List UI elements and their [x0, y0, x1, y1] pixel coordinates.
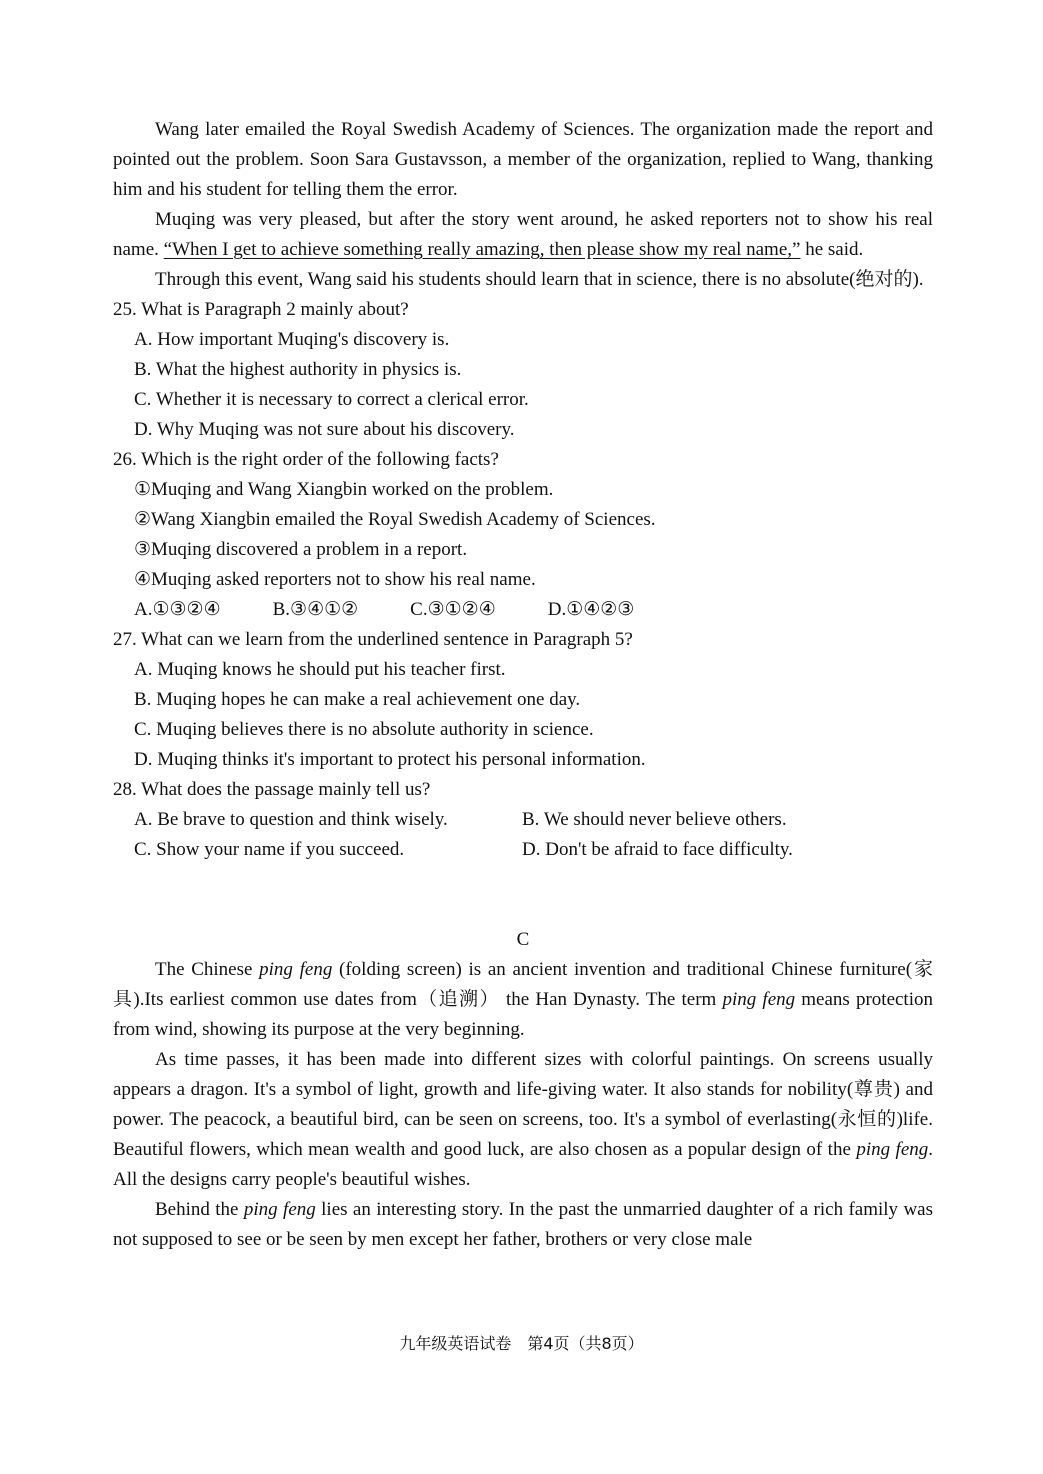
options-row: [113, 595, 933, 625]
italic-term: ping feng: [259, 959, 333, 980]
option-b: B. Muqing hopes he can make a real achievement one day.: [134, 689, 581, 710]
question-28: [113, 775, 933, 865]
options-grid: [113, 805, 933, 865]
fact-4: ④Muqing asked reporters not to show his real name.: [134, 569, 536, 590]
option-a: A. Be brave to question and think wisely.: [134, 809, 448, 830]
section-title: C: [516, 929, 530, 950]
option-b: B. What the highest authority in physics is.: [134, 359, 462, 380]
option-a: A. How important Muqing's discovery is.: [134, 329, 450, 350]
option-a: A.①③②④: [134, 599, 221, 620]
option-a: A. Muqing knows he should put his teacher first.: [134, 659, 506, 680]
text: lies an interesting story. In the past the unmarried daughter of a rich family was not supposed to see or be seen by men except her father, brothers or very close male: [113, 1199, 933, 1250]
passage-c-paragraph-2: [113, 1045, 933, 1195]
question-stem: 25. What is Paragraph 2 mainly about?: [113, 299, 409, 320]
option-d: D. Why Muqing was not sure about his discovery.: [134, 419, 515, 440]
fact-3: ③Muqing discovered a problem in a report.: [134, 539, 468, 560]
passage-c-paragraph-1: [113, 955, 933, 1045]
fact-1: ①Muqing and Wang Xiangbin worked on the problem.: [134, 479, 554, 500]
option-c: C. Whether it is necessary to correct a clerical error.: [134, 389, 529, 410]
exam-page: [113, 115, 933, 1255]
question-26: [113, 445, 933, 625]
paragraph-5: [113, 205, 933, 265]
text: Behind the: [155, 1199, 244, 1220]
question-stem: 27. What can we learn from the underlined sentence in Paragraph 5?: [113, 629, 633, 650]
option-c: C.③①②④: [410, 599, 496, 620]
italic-term: ping feng: [856, 1139, 929, 1160]
paragraph-4: Wang later emailed the Royal Swedish Academy of Sciences. The organization made the report and pointed out the problem. Soon Sara Gustavsson, a member of the organization, replied to Wang, thanking him and his student for telling them the error.: [113, 119, 933, 200]
question-stem: 26. Which is the right order of the following facts?: [113, 449, 499, 470]
option-b: B. We should never believe others.: [522, 809, 787, 830]
option-c: C. Muqing believes there is no absolute authority in science.: [134, 719, 594, 740]
page-footer: 九年级英语试卷 第4页（共8页）: [399, 1334, 644, 1353]
text: As time passes, it has been made into different sizes with colorful paintings. On screens usually appears a dragon. It's a symbol of light, growth and life-giving water. It also stands for nobility(尊贵) and power. The peacock, a beautiful bird, can be seen on screens, too. It's a symbol of everlasting(永恒的)life. Beautiful flowers, which mean wealth and good luck, are also chosen as a popular design of the: [113, 1049, 933, 1160]
option-b: B.③④①②: [272, 599, 359, 620]
question-25: [113, 295, 933, 445]
text: The Chinese: [155, 959, 260, 980]
text: (folding screen) is an ancient invention and traditional Chinese furniture(家具).Its earliest common use dates from（追溯） the Han Dynasty. The term: [113, 959, 933, 1010]
option-c: C. Show your name if you succeed.: [134, 839, 405, 860]
text: means protection from wind, showing its purpose at the very beginning.: [113, 989, 933, 1040]
paragraph-6: Through this event, Wang said his students should learn that in science, there is no absolute(绝对的).: [155, 269, 924, 290]
italic-term: ping feng: [722, 989, 796, 1010]
option-d: D. Muqing thinks it's important to protect his personal information.: [134, 749, 646, 770]
option-d: D. Don't be afraid to face difficulty.: [522, 839, 793, 860]
question-27: [113, 625, 933, 775]
question-stem: 28. What does the passage mainly tell us?: [113, 779, 431, 800]
underlined-sentence: “When I get to achieve something really amazing, then please show my real name,”: [163, 239, 801, 260]
paragraph-5-text-a: Muqing was very pleased, but after the story went around, he asked reporters not to show his real name.: [113, 209, 933, 260]
option-d: D.①④②③: [547, 599, 635, 620]
paragraph-5-text-b: he said.: [800, 239, 864, 260]
text: . All the designs carry people's beautiful wishes.: [113, 1139, 933, 1190]
fact-2: ②Wang Xiangbin emailed the Royal Swedish Academy of Sciences.: [134, 509, 656, 530]
italic-term: ping feng: [243, 1199, 316, 1220]
passage-c-paragraph-3: [113, 1195, 933, 1255]
